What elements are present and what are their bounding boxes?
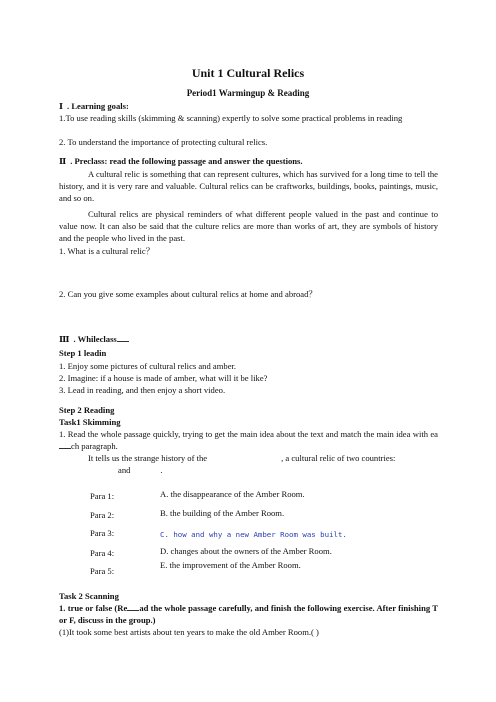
page-title: Unit 1 Cultural Relics — [191, 66, 305, 80]
instruction-text-end: ad the whole passage carefully, and finish the following exercise. After finishing T or F, discuss in the group.) — [59, 603, 438, 625]
section-heading-text: . Preclass: read the following passage and answer the questions. — [70, 156, 303, 166]
section-numeral: Ⅲ — [59, 334, 70, 344]
underline-mark — [127, 603, 139, 611]
para-label-5: Para 5: — [90, 566, 115, 576]
passage-paragraph-2: Cultural relics are physical reminders of what different people valued in the past and continue to value now. It can also be said that the culture relics are more than works of art, they are symbols of history and the people who lived in the past. — [59, 209, 438, 243]
section-heading-text: . Learning goals: — [67, 101, 129, 111]
page-subtitle: Period1 Warmingup & Reading — [186, 88, 310, 98]
question-1: 1. What is a cultural relic？ — [59, 246, 155, 256]
option-d: D. changes about the owners of the Amber Room. — [160, 546, 332, 556]
task1-heading: Task1 Skimming — [59, 417, 121, 427]
task1-instruction — [59, 429, 438, 453]
para-label-3: Para 3: — [90, 528, 115, 538]
step1-heading: Step 1 leadin — [59, 348, 107, 358]
passage-paragraph-1: A cultural relic is something that can represent cultures, which has survived for a long time to tell the history, and it is very rare and valuable. Cultural relics can be craftworks, buildings, books, paintings, music, and so on. — [59, 169, 438, 203]
section-heading-text: . Whileclass — [73, 334, 117, 344]
instruction-text: 1. Read the whole passage quickly, trying to get the main idea about the text and match the main idea with ea — [59, 429, 438, 439]
section-whileclass-heading — [59, 334, 129, 345]
step1-item-1: 1. Enjoy some pictures of cultural relics and amber. — [59, 361, 237, 371]
goal-item-2: 2. To understand the importance of protecting cultural relics. — [59, 137, 268, 147]
sentence-text: and — [118, 465, 131, 475]
para-label-2: Para 2: — [90, 510, 115, 520]
task1-sentence — [88, 453, 395, 465]
section-numeral: Ⅰ — [59, 101, 64, 111]
section-numeral: Ⅱ — [59, 156, 67, 166]
underline-mark — [117, 334, 129, 342]
option-a: A. the disappearance of the Amber Room. — [160, 489, 305, 499]
sentence-text: , a cultural relic of two countries: — [281, 453, 396, 463]
goal-item-1: 1.To use reading skills (skimming & scanning) expertly to solve some practical problems in reading — [59, 113, 403, 123]
instruction-text: 1. true or false (Re — [59, 603, 128, 613]
underline-mark — [59, 441, 71, 449]
option-b: B. the building of the Amber Room. — [160, 508, 285, 518]
task2-item-1: (1)It took some best artists about ten years to make the old Amber Room.( ) — [59, 627, 319, 637]
task1-sentence-cont — [88, 465, 163, 477]
task2-instruction — [59, 603, 438, 627]
para-label-1: Para 1: — [90, 491, 115, 501]
para-label-4: Para 4: — [90, 548, 115, 558]
option-c: C. how and why a new Amber Room was built. — [160, 530, 347, 539]
question-2: 2. Can you give some examples about cultural relics at home and abroad？ — [59, 289, 317, 299]
sentence-text: . — [160, 465, 163, 475]
section-preclass-heading — [59, 156, 303, 167]
option-e: E. the improvement of the Amber Room. — [160, 560, 301, 570]
section-learning-goals-heading — [59, 101, 129, 112]
instruction-text-end: ch paragraph. — [71, 440, 118, 451]
step1-item-2: 2. Imagine: if a house is made of amber, what will it be like? — [59, 373, 268, 383]
sentence-text: It tells us the strange history of the — [88, 453, 208, 463]
step2-heading: Step 2 Reading — [59, 405, 115, 415]
task2-heading: Task 2 Scanning — [59, 591, 119, 601]
step1-item-3: 3. Lead in reading, and then enjoy a short video. — [59, 385, 226, 395]
